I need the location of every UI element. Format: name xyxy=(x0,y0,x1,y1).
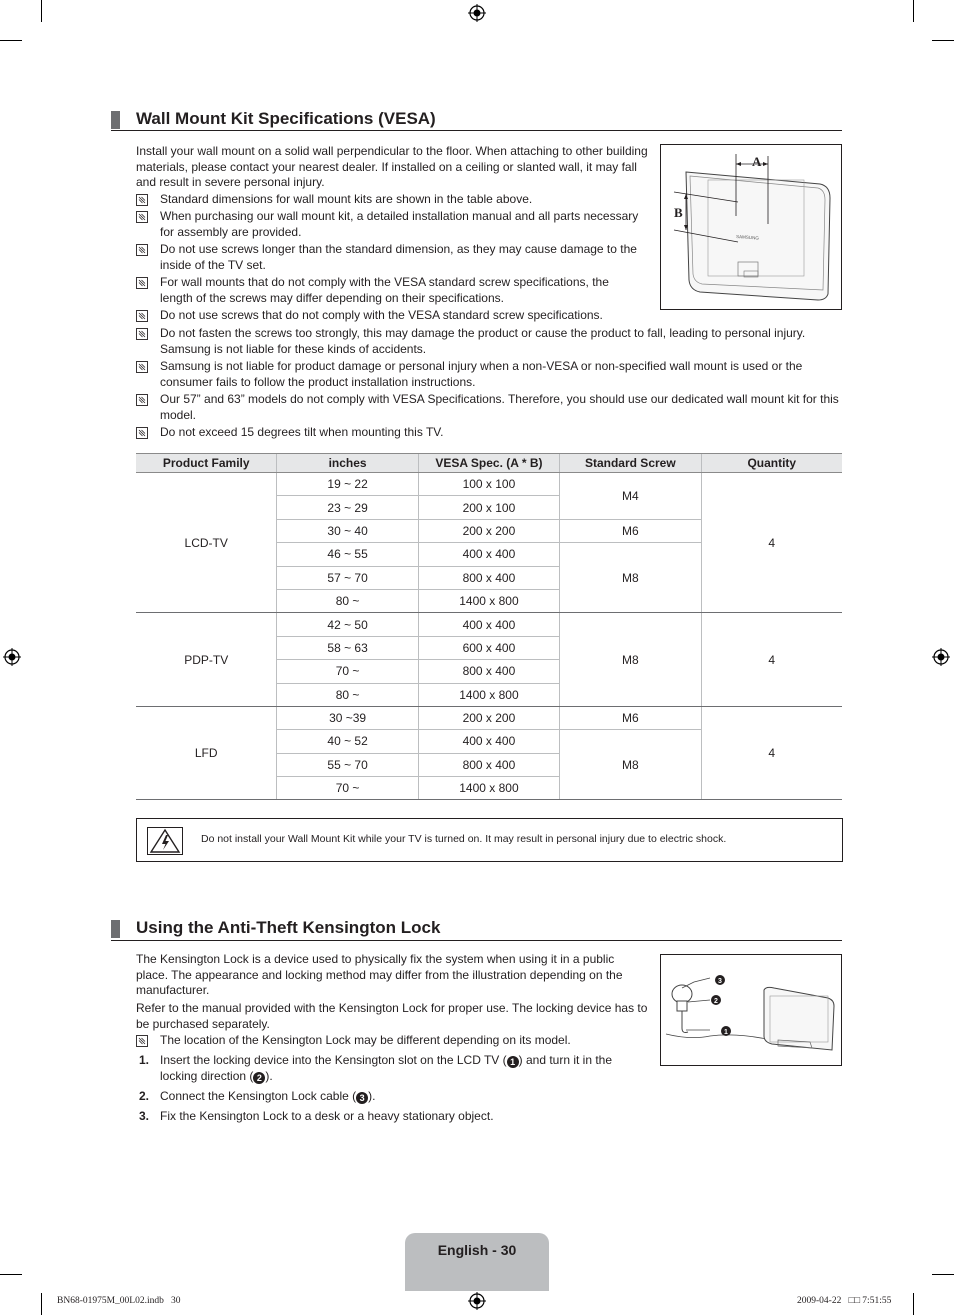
vesa-intro: Install your wall mount on a solid wall perpendicular to the floor. When attaching to other building materials, please contact your nearest dealer. If installed on a ceiling or slanted wall, it may fall and result in severe personal injury. xyxy=(136,144,648,189)
registration-mark-icon xyxy=(3,648,21,666)
note-icon xyxy=(136,310,148,322)
page-label: English - 30 xyxy=(437,1242,517,1258)
callout-1-icon xyxy=(721,1026,731,1036)
inches-cell: 80 ~ xyxy=(277,589,418,612)
crop-mark xyxy=(932,1274,954,1275)
note-icon xyxy=(136,194,148,206)
kensington-para-1: The Kensington Lock is a device used to physically fix the system when using it in a public place. The appearance and locking method may differ from the illustration depending on the manufacturer. xyxy=(136,952,623,997)
callout-number: 2 xyxy=(714,998,718,1005)
wall-mount-diagram xyxy=(660,144,842,310)
step-callout-icon: 3 xyxy=(356,1092,368,1104)
step-text-part: ) and turn it in the locking direction ( xyxy=(160,1053,613,1083)
registration-mark-icon xyxy=(468,1292,486,1310)
quantity-cell: 4 xyxy=(701,706,842,800)
step-callout-icon: 2 xyxy=(253,1072,265,1084)
note-icon xyxy=(136,211,148,223)
inches-cell: 57 ~ 70 xyxy=(277,566,418,589)
dimension-a-label: A xyxy=(752,154,762,169)
kensington-para-2: Refer to the manual provided with the Kensington Lock for proper use. The locking device has to be purchased separately. xyxy=(136,1001,648,1031)
inches-cell: 40 ~ 52 xyxy=(277,730,418,753)
standard-screw-cell: M8 xyxy=(560,543,701,613)
callout-3-icon xyxy=(715,975,725,985)
note-text: When purchasing our wall mount kit, a detailed installation manual and all parts necessary for assembly are provided. xyxy=(160,209,639,239)
crop-mark xyxy=(932,40,954,41)
note-text: Do not exceed 15 degrees tilt when mounting this TV. xyxy=(160,425,444,439)
product-family-cell: LFD xyxy=(136,706,277,800)
table-header: Product Family xyxy=(136,454,277,473)
table-header: Standard Screw xyxy=(560,454,701,473)
step-text xyxy=(160,1089,626,1105)
note-icon xyxy=(136,394,148,406)
note-icon xyxy=(136,244,148,256)
standard-screw-cell: M6 xyxy=(560,519,701,542)
inches-cell: 46 ~ 55 xyxy=(277,543,418,566)
brand-plate-text: SAMSUNG xyxy=(735,234,759,241)
step-text xyxy=(160,1109,626,1125)
table-header: VESA Spec. (A * B) xyxy=(418,454,559,473)
vesa-spec-cell: 200 x 100 xyxy=(418,496,559,519)
vesa-spec-cell: 1400 x 800 xyxy=(418,589,559,612)
note-text: For wall mounts that do not comply with the VESA standard screw specifications, the length of the screws may differ depending on their specifications. xyxy=(160,275,609,305)
vesa-spec-cell: 800 x 400 xyxy=(418,566,559,589)
table-header: Quantity xyxy=(701,454,842,473)
vesa-spec-cell: 1400 x 800 xyxy=(418,777,559,800)
vesa-spec-table xyxy=(136,453,842,800)
note-text: Do not use screws that do not comply with the VESA standard screw specifications. xyxy=(160,308,603,322)
crop-mark xyxy=(0,40,22,41)
note-text: Standard dimensions for wall mount kits are shown in the table above. xyxy=(160,192,533,206)
inches-cell: 55 ~ 70 xyxy=(277,753,418,776)
table-header: inches xyxy=(277,454,418,473)
quantity-cell: 4 xyxy=(701,613,842,707)
inches-cell: 80 ~ xyxy=(277,683,418,706)
kensington-note xyxy=(136,1033,648,1049)
table-row xyxy=(136,613,842,636)
vesa-spec-cell: 800 x 400 xyxy=(418,753,559,776)
footer-file: BN68-01975M_00L02.indb 30 xyxy=(57,1296,181,1306)
section-marker xyxy=(111,920,120,938)
note-text: Do not use screws longer than the standard dimension, as they may cause damage to the inside of the TV set. xyxy=(160,242,637,272)
inches-cell: 58 ~ 63 xyxy=(277,636,418,659)
warning-box xyxy=(136,818,843,862)
inches-cell: 19 ~ 22 xyxy=(277,473,418,496)
standard-screw-cell: M6 xyxy=(560,706,701,729)
callout-number: 1 xyxy=(724,1029,728,1036)
callout-number: 3 xyxy=(718,978,722,985)
crop-mark xyxy=(913,1293,914,1315)
electric-shock-warning-icon xyxy=(147,827,183,855)
step-text xyxy=(160,1053,626,1084)
crop-mark xyxy=(41,1293,42,1315)
vesa-spec-cell: 800 x 400 xyxy=(418,660,559,683)
vesa-spec-cell: 1400 x 800 xyxy=(418,683,559,706)
callout-2-icon xyxy=(711,995,721,1005)
inches-cell: 42 ~ 50 xyxy=(277,613,418,636)
note-icon xyxy=(136,277,148,289)
note-text: The location of the Kensington Lock may be different depending on its model. xyxy=(160,1033,571,1047)
step-callout-icon: 1 xyxy=(507,1056,519,1068)
inches-cell: 30 ~39 xyxy=(277,706,418,729)
standard-screw-cell: M4 xyxy=(560,473,701,520)
note-icon xyxy=(136,427,148,439)
note-icon xyxy=(136,328,148,340)
note-text: Samsung is not liable for product damage or personal injury when a non-VESA or non-specified wall mount is used or the consumer fails to follow the product installation instructions. xyxy=(160,359,803,389)
table-row xyxy=(136,706,842,729)
registration-mark-icon xyxy=(468,4,486,22)
crop-mark xyxy=(0,1274,22,1275)
vesa-spec-cell: 400 x 400 xyxy=(418,613,559,636)
step-text-part: ). xyxy=(368,1089,376,1103)
table-row xyxy=(136,473,842,496)
vesa-spec-cell: 600 x 400 xyxy=(418,636,559,659)
vesa-spec-cell: 100 x 100 xyxy=(418,473,559,496)
inches-cell: 23 ~ 29 xyxy=(277,496,418,519)
section-rule xyxy=(111,130,842,131)
footer-date: 2009-04-22 □□ 7:51:55 xyxy=(797,1296,892,1306)
dimension-b-label: B xyxy=(674,205,683,220)
vesa-spec-cell: 400 x 400 xyxy=(418,730,559,753)
crop-mark xyxy=(41,0,42,22)
inches-cell: 70 ~ xyxy=(277,660,418,683)
note-text: Our 57” and 63” models do not comply with VESA Specifications. Therefore, you should use our dedicated wall mount kit for this model. xyxy=(160,392,839,422)
section-title-kensington: Using the Anti-Theft Kensington Lock xyxy=(136,918,441,937)
crop-mark xyxy=(913,0,914,22)
quantity-cell: 4 xyxy=(701,473,842,613)
section-title-vesa: Wall Mount Kit Specifications (VESA) xyxy=(136,109,436,128)
step-text-part: ). xyxy=(265,1068,273,1083)
step-number: 2. xyxy=(139,1089,150,1103)
step-text-part: Insert the locking device into the Kensington slot on the LCD TV ( xyxy=(160,1053,507,1067)
note-icon xyxy=(136,1035,148,1047)
warning-text: Do not install your Wall Mount Kit while your TV is turned on. It may result in personal injury due to electric shock. xyxy=(201,833,727,845)
page-number-tab xyxy=(405,1233,549,1291)
step-number: 1. xyxy=(139,1053,150,1067)
vesa-spec-cell: 200 x 200 xyxy=(418,706,559,729)
registration-mark-icon xyxy=(932,648,950,666)
vesa-spec-cell: 400 x 400 xyxy=(418,543,559,566)
product-family-cell: LCD-TV xyxy=(136,473,277,613)
note-icon xyxy=(136,361,148,373)
section-rule xyxy=(111,940,842,941)
note-text: Do not fasten the screws too strongly, this may damage the product or cause the product to fall, leading to personal injury. Samsung is not liable for these kinds of accidents. xyxy=(160,326,806,356)
kensington-lock-diagram xyxy=(660,954,842,1066)
step-number: 3. xyxy=(139,1109,150,1123)
product-family-cell: PDP-TV xyxy=(136,613,277,707)
vesa-spec-cell: 200 x 200 xyxy=(418,519,559,542)
standard-screw-cell: M8 xyxy=(560,613,701,707)
inches-cell: 70 ~ xyxy=(277,777,418,800)
standard-screw-cell: M8 xyxy=(560,730,701,800)
inches-cell: 30 ~ 40 xyxy=(277,519,418,542)
section-marker xyxy=(111,111,120,129)
step-text-part: Fix the Kensington Lock to a desk or a heavy stationary object. xyxy=(160,1109,494,1123)
step-text-part: Connect the Kensington Lock cable ( xyxy=(160,1089,357,1103)
